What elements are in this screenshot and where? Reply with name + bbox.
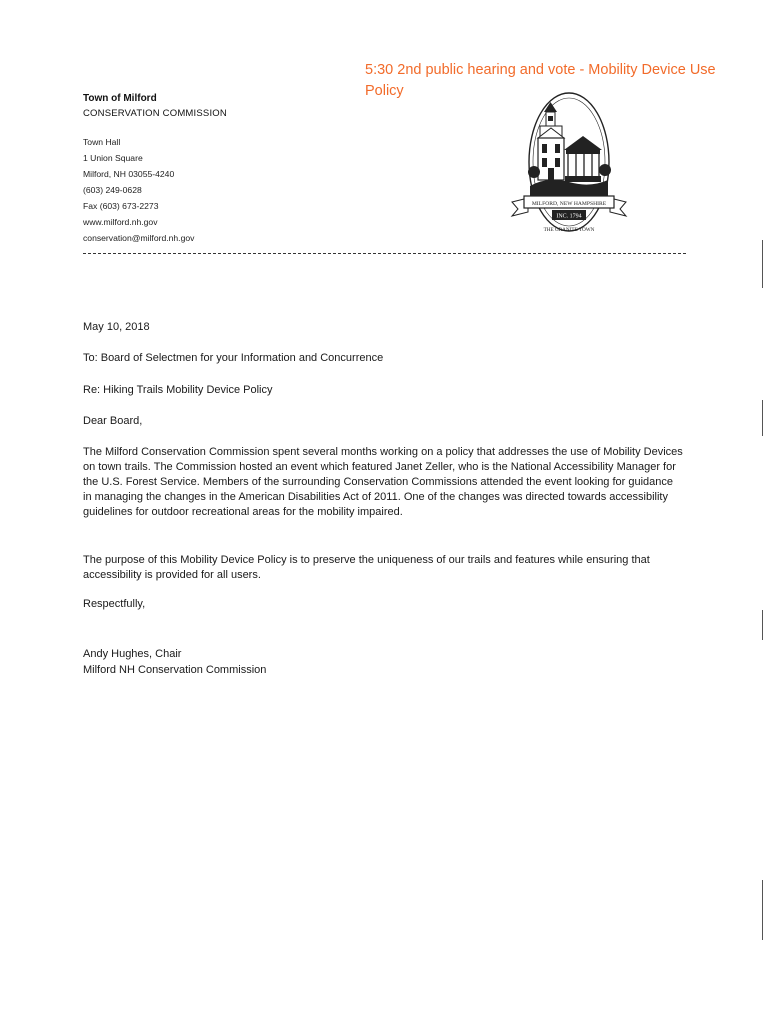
org-name: Town of Milford — [83, 93, 157, 104]
scan-artifact — [762, 610, 763, 640]
signer-title: Milford NH Conservation Commission — [83, 664, 267, 676]
letter-date: May 10, 2018 — [83, 321, 150, 333]
letter-closing: Respectfully, — [83, 598, 146, 610]
letter-subject-line: Re: Hiking Trails Mobility Device Policy — [83, 384, 273, 396]
letter-paragraph-1: The Milford Conservation Commission spent several months working on a policy that addresses the use of Mobility Devices on town trails. The Commission hosted an event which featured Janet Zeller, who is the National Accessibility Manager for the U.S. Forest Service. Members of the surrounding Conservation Commissions attended the event looking for guidance in managing the changes in the American Disabilities Act of 2011. One of the changes was directed towards accessibility guidelines for outdoor recreational areas for the mobility impaired. — [83, 446, 683, 518]
scan-artifact — [762, 880, 763, 940]
address-line: Milford, NH 03055-4240 — [83, 169, 175, 179]
signer-name: Andy Hughes, Chair — [83, 648, 182, 660]
seal-banner-text: MILFORD, NEW HAMPSHIRE — [531, 201, 607, 207]
town-seal-logo — [508, 88, 630, 240]
scan-artifact — [762, 400, 763, 436]
seal-inc-text: INC. 1794 — [556, 213, 582, 220]
address-block — [83, 134, 194, 246]
letter-to-line: To: Board of Selectmen for your Information and Concurrence — [83, 352, 384, 364]
org-subtitle: CONSERVATION COMMISSION — [83, 108, 227, 119]
seal-motto-text: THE GRANITE TOWN — [543, 227, 595, 233]
address-line: conservation@milford.nh.gov — [83, 233, 195, 243]
letterhead-divider — [83, 253, 686, 254]
address-line: www.milford.nh.gov — [83, 217, 158, 227]
address-line: Town Hall — [83, 137, 121, 147]
address-line: 1 Union Square — [83, 153, 143, 163]
scan-artifact — [762, 240, 763, 288]
address-line: Fax (603) 673-2273 — [83, 201, 159, 211]
meeting-annotation: 5:30 2nd public hearing and vote - Mobility Device Use Policy — [365, 62, 716, 99]
letter-paragraph-2: The purpose of this Mobility Device Policy is to preserve the uniqueness of our trails and features while ensuring that accessibility is provided for all users. — [83, 554, 650, 581]
letter-salutation: Dear Board, — [83, 415, 143, 427]
address-line: (603) 249-0628 — [83, 185, 142, 195]
